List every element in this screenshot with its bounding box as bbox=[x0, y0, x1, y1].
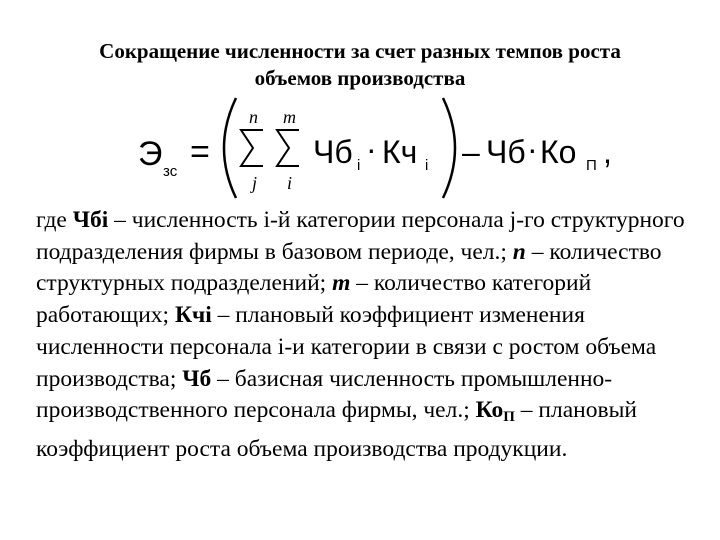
formula-term-chb-i-sub: i bbox=[357, 157, 361, 174]
formula-term-ko: Ко bbox=[540, 134, 577, 170]
sum1-upper-limit: n bbox=[249, 107, 258, 127]
explanation-paragraph bbox=[36, 205, 706, 466]
explanation-text-6: – базисная численность промышленно-производственного персонала фирмы, чел.; bbox=[36, 365, 613, 424]
var-ko-sub: П bbox=[503, 409, 515, 426]
explanation-text-7: – плановый коэффициент роста объема производства продукции. bbox=[36, 397, 637, 462]
explanation-text-4: – количество категорий работающих; bbox=[36, 270, 592, 329]
sum2-lower-limit: i bbox=[287, 173, 293, 193]
sum-symbol-2 bbox=[277, 130, 299, 166]
formula-term-kch-i-sub: i bbox=[425, 157, 429, 174]
formula-term-chb: Чб bbox=[486, 134, 526, 170]
explanation-text-2: – численность i-й категории персонала j-го структурного подразделения фирмы в базовом периоде, чел.; bbox=[36, 207, 685, 265]
title-line-2: объемов производства bbox=[254, 66, 466, 90]
sum2-upper-limit: m bbox=[283, 107, 296, 127]
explanation-text-3: – количество структурных подразделений; bbox=[36, 238, 662, 297]
formula-term-chb-i: Чб bbox=[313, 134, 353, 170]
formula-lhs: Э bbox=[138, 135, 163, 173]
formula-term-ko-sub: П bbox=[586, 157, 597, 174]
formula-minus: – bbox=[462, 134, 480, 170]
formula-comma: , bbox=[603, 134, 612, 170]
var-ko: Ко bbox=[475, 397, 504, 424]
explanation-text-1: где bbox=[36, 207, 73, 233]
var-n: n bbox=[512, 238, 526, 265]
formula-term-kch-i: Кч bbox=[382, 134, 418, 170]
formula-equals: = bbox=[190, 133, 210, 171]
sum-symbol-1 bbox=[241, 130, 263, 166]
formula-lhs-sub: зс bbox=[163, 163, 178, 180]
formula-dot-1: · bbox=[366, 131, 377, 167]
right-parenthesis bbox=[443, 98, 455, 198]
sum1-lower-limit: j bbox=[252, 173, 258, 193]
var-chb-i: Чбi bbox=[72, 207, 109, 233]
title-line-1: Сокращение численности за счет разных темпов роста bbox=[99, 39, 621, 63]
var-chb: Чб bbox=[182, 365, 212, 392]
left-parenthesis bbox=[224, 98, 236, 198]
explanation-text-5: – плановый коэффициент изменения численности персонала i-и категории в связи с ростом объема производства; bbox=[36, 302, 657, 392]
var-m: m bbox=[332, 270, 351, 297]
formula-dot-2: · bbox=[527, 131, 538, 167]
var-kch-i: Кчi bbox=[174, 302, 212, 329]
